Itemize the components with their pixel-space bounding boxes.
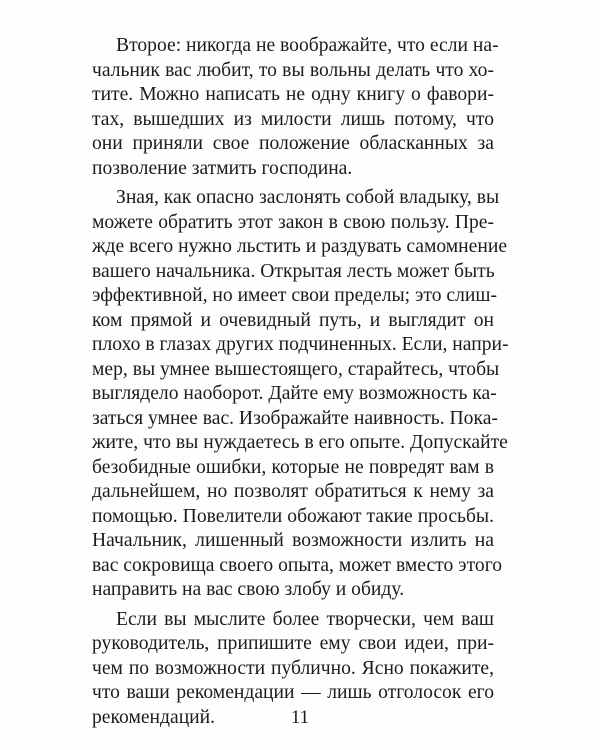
text-line: мер, вы умнее вышестоящего, старайтесь, чтобы	[92, 358, 500, 380]
text-line: тите. Можно написать не одну книгу о фавори-	[92, 84, 494, 105]
text-line: Второе: никогда не воображайте, что если на-	[116, 35, 499, 56]
text-line: Зная, как опасно заслонять собой владыку, вы	[116, 187, 500, 208]
text-line: руководитель, припишите ему свои идеи, при-	[92, 633, 494, 654]
text-line: жите, что вы нуждаетесь в его опыте. Допускайте	[92, 432, 508, 453]
text-line: что ваши рекомендации — лишь отголосок его	[92, 682, 494, 703]
page-number: 11	[290, 707, 310, 728]
text-line: можете обратить этот закон в свою пользу. Пре-	[92, 211, 494, 233]
text-line: выглядело наоборот. Дайте ему возможность ка-	[92, 383, 497, 404]
body-text	[92, 34, 509, 735]
paragraph-2	[92, 186, 509, 603]
text-line: вас сокровища своего опыта, может вместо этого	[92, 554, 503, 576]
text-line: направить на вас свою злобу и обиду.	[92, 579, 405, 600]
paragraph-1	[92, 34, 499, 181]
text-line: помощью. Повелители обожают такие просьбы.	[92, 505, 494, 527]
text-line: вашего начальника. Открытая лесть может быть	[92, 260, 495, 282]
text-line: Начальник, лишенный возможности излить на	[92, 530, 494, 551]
text-line: безобидные ошибки, которые не повредят вам в	[92, 456, 494, 478]
text-line: рекомендаций.	[92, 706, 216, 728]
text-line: тах, вышедших из милости лишь потому, что	[92, 108, 494, 130]
text-line: Если вы мыслите более творчески, чем ваш	[116, 608, 494, 630]
text-line: они приняли свое положение обласканных за	[92, 133, 494, 154]
text-line: позволение затмить господина.	[92, 157, 353, 179]
text-line: чем по возможности публично. Ясно покажите,	[92, 657, 494, 679]
text-line: дальнейшем, но позволят обратиться к нему за	[92, 481, 494, 502]
text-line: эффективной, но имеет свои пределы; это слиш-	[92, 285, 497, 306]
text-line: ком прямой и очевидный путь, и выглядит он	[92, 309, 494, 331]
text-line: плохо в глазах других подчиненных. Если, напри-	[92, 334, 509, 355]
text-line: заться умнее вас. Изображайте наивность. Пока-	[92, 407, 498, 429]
text-line: чальник вас любит, то вы вольны делать что хо-	[92, 59, 494, 81]
text-line: жде всего нужно льстить и раздувать самомнение	[92, 236, 508, 257]
